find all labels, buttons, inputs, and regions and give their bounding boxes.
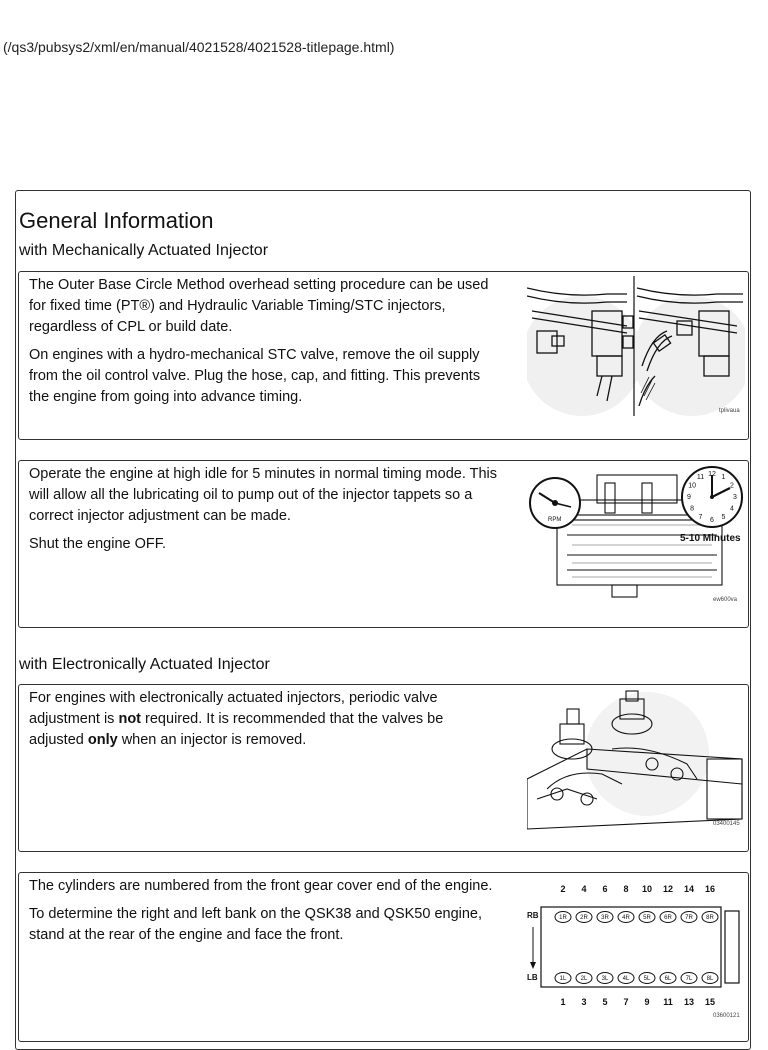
- cylinder-number-bottom: 15: [704, 997, 716, 1007]
- figure-cylinder-layout: [527, 877, 745, 1019]
- cylinder-number-bottom: 3: [581, 997, 587, 1007]
- cylinder-right-bank: 8R: [706, 915, 714, 921]
- cylinder-number-top: 2: [560, 884, 566, 894]
- clock-number: 2: [729, 482, 734, 490]
- step-paragraph: The Outer Base Circle Method overhead setting procedure can be used for fixed time (PT®) and Hydraulic Variable Timing/STC injectors, regardless of CPL or build date.: [29, 277, 489, 335]
- cylinder-right-bank: 1R: [559, 915, 567, 921]
- step-card-high-idle: [18, 460, 749, 628]
- clock-number: 6: [710, 517, 714, 524]
- cylinder-number-bottom: 11: [663, 997, 673, 1007]
- step-paragraph: Operate the engine at high idle for 5 minutes in normal timing mode. This will allow all the lubricating oil to pump out of the injector tappets so a correct injector adjustment can be made.: [29, 466, 498, 524]
- figure-code: 03600121: [713, 1013, 740, 1019]
- cylinder-left-bank: 1L: [559, 976, 567, 982]
- duration-label: 5-10 Minutes: [680, 533, 741, 544]
- rpm-label: RPM: [548, 517, 562, 523]
- cylinder-number-top: 14: [683, 884, 695, 894]
- step-card-obc-method: [18, 271, 749, 440]
- page-url[interactable]: (/qs3/pubsys2/xml/en/manual/4021528/4021528-titlepage.html): [3, 39, 395, 55]
- step-text: [29, 688, 499, 758]
- section-heading-mechanical: with Mechanically Actuated Injector: [19, 242, 269, 259]
- figure-injector-rocker: [527, 689, 745, 831]
- step-text: [29, 464, 499, 562]
- right-bank-label: RB: [527, 911, 539, 920]
- step-paragraph: On engines with a hydro-mechanical STC valve, remove the oil supply from the oil control valve. Plug the hose, cap, and fitting. This prevents the engine from going into advance timing.: [29, 347, 481, 405]
- left-bank-label: LB: [527, 973, 538, 982]
- step-text: [29, 876, 499, 953]
- clock-icon: [682, 467, 742, 527]
- cylinder-right-bank: 5R: [643, 915, 651, 921]
- clock-number: 7: [698, 513, 703, 521]
- step-text: [29, 275, 499, 415]
- figure-code: tplivaua: [719, 408, 740, 414]
- clock-number: 4: [729, 505, 734, 513]
- cylinder-number-bottom: 1: [560, 997, 566, 1007]
- cylinder-right-bank: 2R: [580, 915, 588, 921]
- clock-number: 8: [690, 505, 695, 513]
- cylinder-right-bank: 4R: [622, 915, 630, 921]
- tachometer-icon: [530, 478, 580, 528]
- cylinder-number-bottom: 13: [683, 997, 695, 1007]
- step-paragraph: The cylinders are numbered from the front gear cover end of the engine.: [29, 878, 493, 894]
- cylinder-left-bank: 2L: [580, 976, 588, 982]
- figure-stc-valve: [527, 276, 745, 418]
- clock-number: 9: [687, 494, 691, 501]
- emphasis-not: not: [118, 711, 142, 727]
- clock-number: 3: [733, 494, 737, 501]
- cylinder-right-bank: 3R: [601, 915, 609, 921]
- cylinder-number-top: 8: [623, 884, 629, 894]
- cylinder-left-bank: 8L: [706, 976, 714, 982]
- cylinder-number-top: 12: [662, 884, 674, 894]
- cylinder-number-bottom: 5: [602, 997, 608, 1007]
- cylinder-left-bank: 7L: [685, 976, 693, 982]
- step-paragraph: To determine the right and left bank on the QSK38 and QSK50 engine, stand at the rear of the engine and face the front.: [29, 906, 483, 943]
- clock-number: 5: [721, 513, 726, 521]
- cylinder-number-top: 6: [602, 884, 608, 894]
- step-paragraph: For engines with electronically actuated injectors, periodic valve adjustment is not required. It is recommended that the valves be adjusted only when an injector is removed.: [29, 690, 444, 748]
- step-paragraph: Shut the engine OFF.: [29, 536, 167, 552]
- section-heading-electronic: with Electronically Actuated Injector: [19, 656, 270, 673]
- cylinder-number-top: 10: [641, 884, 653, 894]
- clock-number: 10: [688, 482, 696, 490]
- cylinder-right-bank: 7R: [685, 915, 693, 921]
- cylinder-right-bank: 6R: [664, 915, 672, 921]
- figure-code: 03400145: [713, 821, 740, 827]
- step-card-electronic-injector: [18, 684, 749, 852]
- cylinder-left-bank: 5L: [643, 976, 651, 982]
- cylinder-number-bottom: 9: [644, 997, 650, 1007]
- cylinder-number-top: 4: [581, 884, 587, 894]
- clock-number: 12: [708, 471, 716, 478]
- clock-number: 11: [696, 474, 705, 482]
- clock-number: 1: [721, 474, 726, 482]
- figure-high-idle-engine: [527, 465, 745, 607]
- figure-code: ew600va: [713, 597, 738, 603]
- page-title: General Information: [19, 208, 214, 233]
- cylinder-left-bank: 6L: [664, 976, 672, 982]
- cylinder-left-bank: 4L: [622, 976, 630, 982]
- step-card-cylinder-numbering: [18, 872, 749, 1042]
- emphasis-only: only: [87, 732, 118, 748]
- cylinder-number-top: 16: [704, 884, 716, 894]
- cylinder-number-bottom: 7: [623, 997, 629, 1007]
- cylinder-left-bank: 3L: [601, 976, 609, 982]
